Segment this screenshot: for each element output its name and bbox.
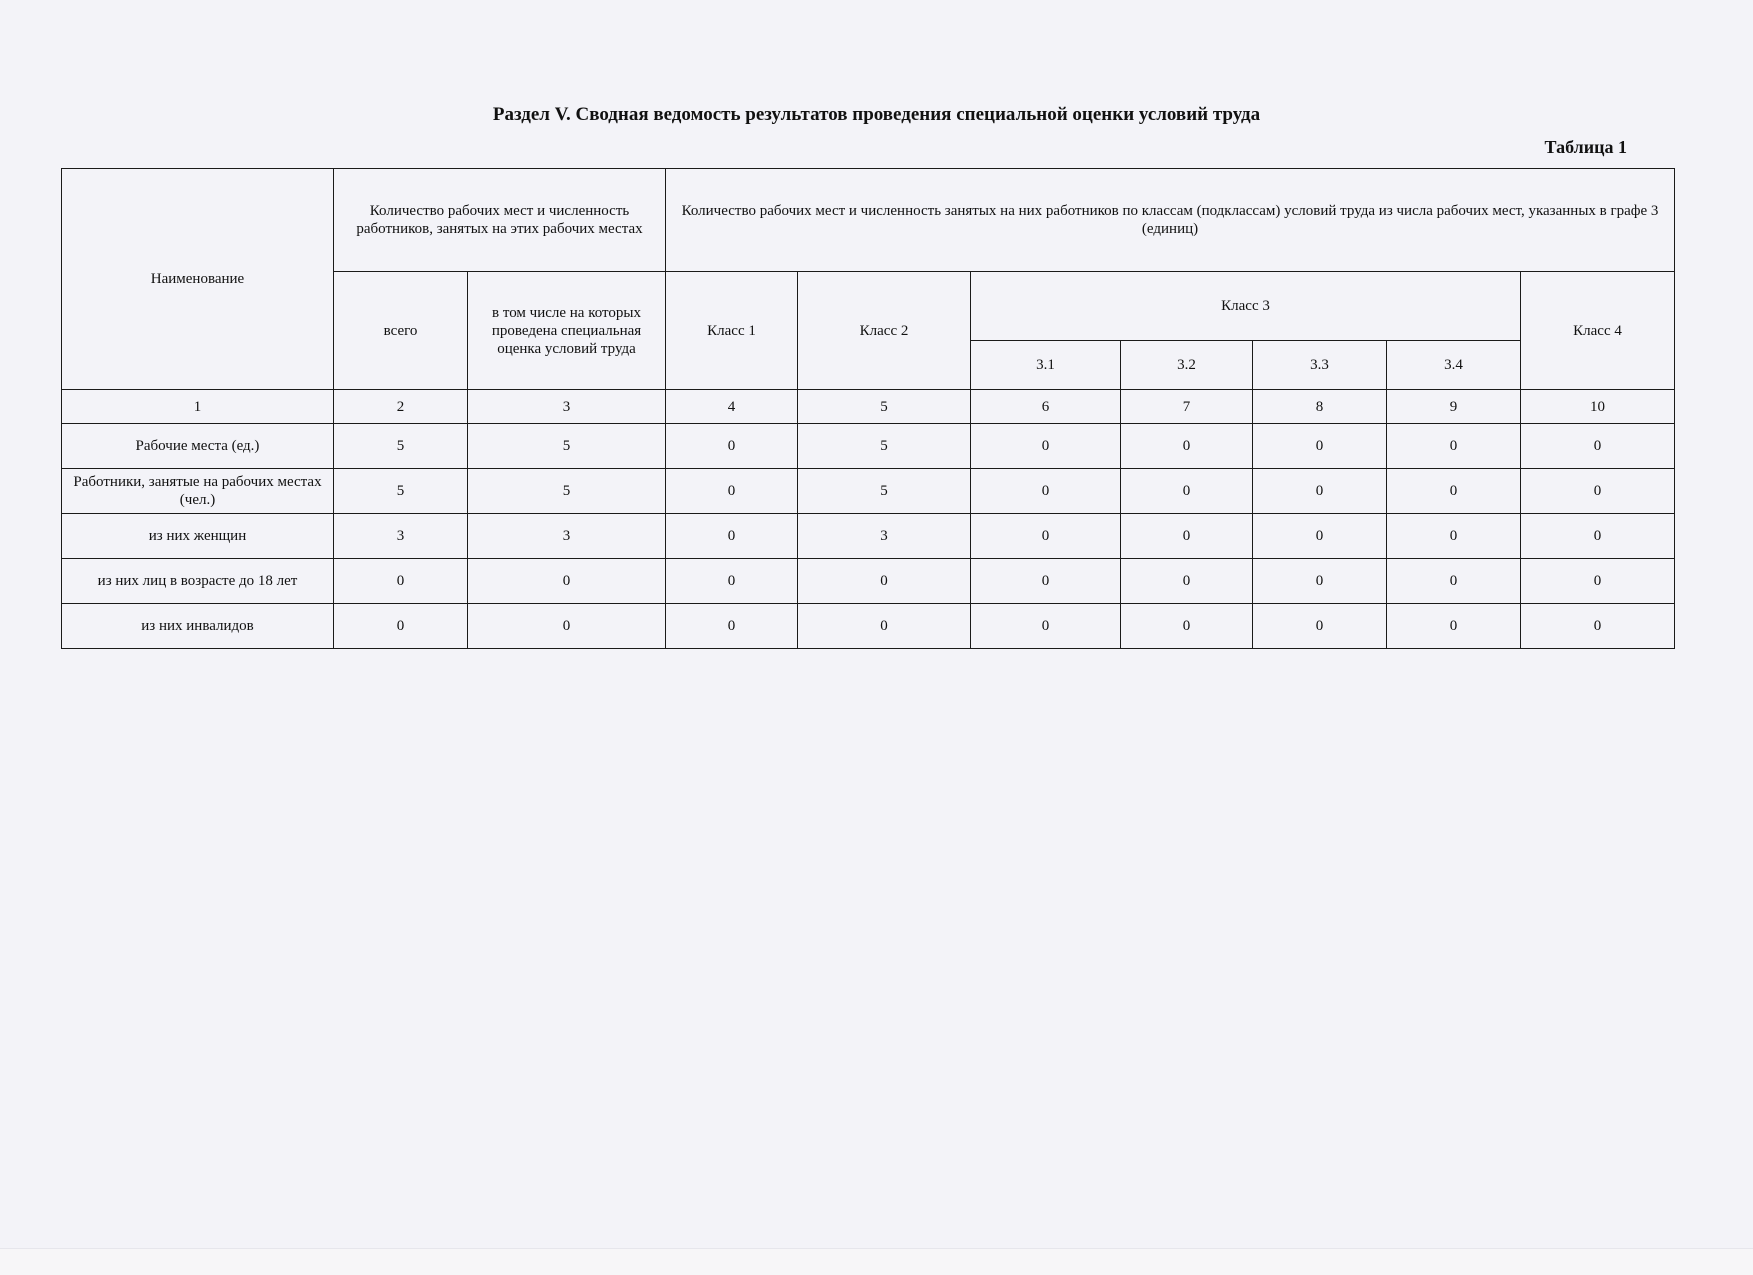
- table-cell: 0: [971, 469, 1121, 514]
- table-cell: 5: [798, 469, 971, 514]
- table-row: [62, 424, 1675, 469]
- header-row-1: [62, 169, 1675, 272]
- column-number: 7: [1121, 390, 1253, 424]
- table-cell: 0: [1253, 604, 1387, 649]
- table-cell: 0: [971, 514, 1121, 559]
- table-cell: 0: [1387, 514, 1521, 559]
- table-cell: 0: [334, 604, 468, 649]
- table-cell: 0: [1521, 514, 1675, 559]
- table-cell: 0: [1253, 424, 1387, 469]
- header-class-3: Класс 3: [971, 272, 1521, 341]
- table-cell: 0: [1121, 514, 1253, 559]
- header-class-2: Класс 2: [798, 272, 971, 390]
- table-cell: 0: [798, 604, 971, 649]
- table-cell: 0: [666, 514, 798, 559]
- table-cell: 0: [1253, 514, 1387, 559]
- table-cell: 0: [1253, 469, 1387, 514]
- table-cell: 0: [1121, 469, 1253, 514]
- header-class-1: Класс 1: [666, 272, 798, 390]
- row-label: из них лиц в возрасте до 18 лет: [62, 559, 334, 604]
- table-cell: 0: [1121, 424, 1253, 469]
- scan-edge: [0, 1248, 1753, 1275]
- column-number: 2: [334, 390, 468, 424]
- table-cell: 5: [334, 469, 468, 514]
- summary-table: [61, 168, 1675, 649]
- table-cell: 0: [1121, 559, 1253, 604]
- table-cell: 0: [1253, 559, 1387, 604]
- table-row: [62, 469, 1675, 514]
- column-number: 5: [798, 390, 971, 424]
- table-cell: 0: [798, 559, 971, 604]
- column-number: 9: [1387, 390, 1521, 424]
- column-number: 3: [468, 390, 666, 424]
- table-cell: 0: [468, 559, 666, 604]
- table-label: Таблица 1: [1544, 137, 1627, 157]
- table-cell: 0: [1387, 604, 1521, 649]
- table-cell: 0: [666, 424, 798, 469]
- table-cell: 0: [1521, 424, 1675, 469]
- table-cell: 0: [971, 559, 1121, 604]
- table-cell: 0: [1387, 424, 1521, 469]
- header-subclass: 3.3: [1253, 341, 1387, 390]
- table-cell: 0: [1121, 604, 1253, 649]
- row-label: Рабочие места (ед.): [62, 424, 334, 469]
- table-cell: 0: [468, 604, 666, 649]
- column-number: 8: [1253, 390, 1387, 424]
- column-number: 10: [1521, 390, 1675, 424]
- table-row: [62, 514, 1675, 559]
- header-classes-group: Количество рабочих мест и численность занятых на них работников по классам (подклассам) условий труда из числа рабочих мест, указанных в графе 3 (единиц): [666, 169, 1675, 272]
- table-cell: 3: [798, 514, 971, 559]
- row-label: Работники, занятые на рабочих местах (чел.): [62, 469, 334, 514]
- table-row: [62, 604, 1675, 649]
- table-cell: 0: [1387, 559, 1521, 604]
- table-cell: 0: [971, 424, 1121, 469]
- header-total: всего: [334, 272, 468, 390]
- section-title: Раздел V. Сводная ведомость результатов проведения специальной оценки условий труда: [492, 104, 1261, 125]
- header-subclass: 3.4: [1387, 341, 1521, 390]
- table-cell: 0: [666, 604, 798, 649]
- table-row: [62, 559, 1675, 604]
- table-cell: 3: [334, 514, 468, 559]
- table-cell: 0: [1521, 604, 1675, 649]
- column-number: 4: [666, 390, 798, 424]
- table-cell: 0: [334, 559, 468, 604]
- column-number: 1: [62, 390, 334, 424]
- header-subclass: 3.1: [971, 341, 1121, 390]
- row-label: из них инвалидов: [62, 604, 334, 649]
- table-cell: 0: [1387, 469, 1521, 514]
- table-cell: 0: [666, 559, 798, 604]
- table-cell: 0: [666, 469, 798, 514]
- header-assessed: в том числе на которых проведена специальная оценка условий труда: [468, 272, 666, 390]
- table-cell: 3: [468, 514, 666, 559]
- table-cell: 5: [334, 424, 468, 469]
- table-cell: 5: [798, 424, 971, 469]
- column-number-row: [62, 390, 1675, 424]
- header-class-4: Класс 4: [1521, 272, 1675, 390]
- table-cell: 0: [1521, 559, 1675, 604]
- table-cell: 5: [468, 424, 666, 469]
- column-number: 6: [971, 390, 1121, 424]
- header-workplace-count: Количество рабочих мест и численность работников, занятых на этих рабочих местах: [334, 169, 666, 272]
- table-cell: 5: [468, 469, 666, 514]
- header-subclass: 3.2: [1121, 341, 1253, 390]
- table-cell: 0: [971, 604, 1121, 649]
- header-name: Наименование: [62, 169, 334, 390]
- row-label: из них женщин: [62, 514, 334, 559]
- table-cell: 0: [1521, 469, 1675, 514]
